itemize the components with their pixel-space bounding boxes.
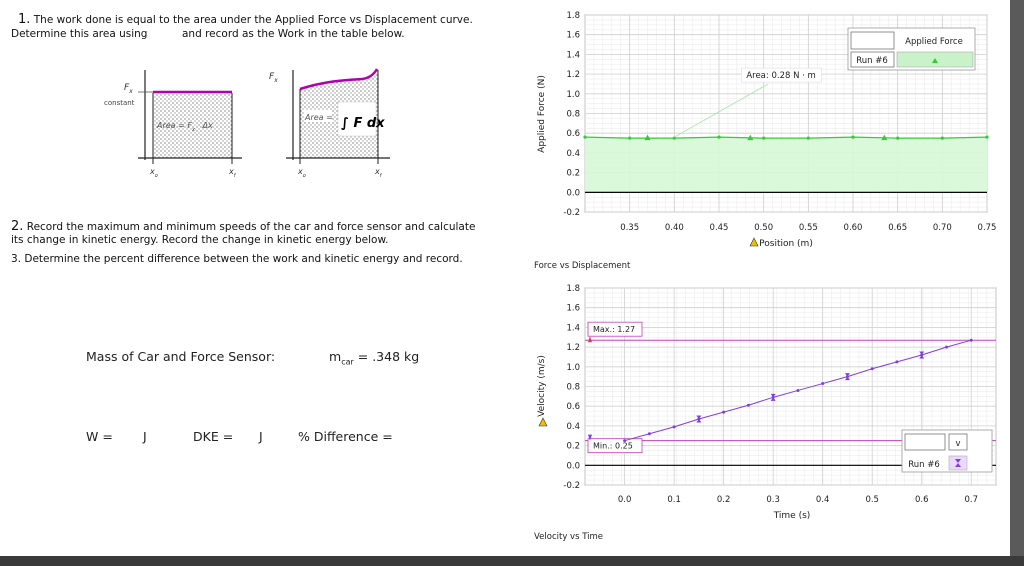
velocity-vs-time-chart bbox=[530, 280, 1005, 545]
legend-run-label: Run #6 bbox=[908, 460, 940, 470]
x-tick-label: 0.35 bbox=[620, 223, 640, 233]
integral-expression: ∫ F dx bbox=[341, 116, 385, 131]
velocity-data-point bbox=[945, 346, 948, 349]
x-tick-label: 0.6 bbox=[914, 495, 929, 505]
force-data-point bbox=[941, 137, 944, 140]
x-tick-label: 0.4 bbox=[815, 495, 830, 505]
y-tick-label: 1.8 bbox=[566, 11, 580, 21]
xo-label-left: $x_o$ bbox=[150, 167, 158, 179]
legend-title: Applied Force bbox=[905, 37, 963, 47]
xf-label-left: $x_f$ bbox=[229, 167, 236, 179]
q3-text: 3. Determine the percent difference between the work and kinetic energy and record. bbox=[11, 253, 463, 265]
x-tick-label: 0.0 bbox=[617, 495, 632, 505]
x-axis-label: Position (m) bbox=[759, 239, 813, 249]
force-data-point bbox=[628, 137, 631, 140]
y-tick-label: 0.8 bbox=[566, 109, 580, 120]
x-tick-label: 0.65 bbox=[888, 223, 908, 233]
q1-line2b: and record as the Work in the table below. bbox=[182, 28, 405, 40]
mass-label: Mass of Car and Force Sensor: bbox=[86, 349, 276, 364]
q1-line2a: Determine this area using bbox=[11, 28, 148, 40]
x-tick-label: 0.5 bbox=[865, 495, 879, 505]
velocity-data-point bbox=[821, 382, 824, 385]
x-tick-label: 0.40 bbox=[664, 223, 684, 233]
velocity-data-point bbox=[871, 367, 874, 370]
force-data-point bbox=[583, 136, 586, 139]
y-tick-label: 1.2 bbox=[566, 343, 580, 354]
y-tick-label: -0.2 bbox=[563, 481, 580, 491]
y-axis-label: Applied Force (N) bbox=[537, 75, 547, 153]
y-tick-label: 0.4 bbox=[566, 148, 580, 159]
mass-subscript: car bbox=[341, 357, 354, 367]
y-tick-label: 0.6 bbox=[566, 402, 580, 413]
y-tick-label: -0.2 bbox=[563, 208, 580, 218]
y-tick-label: 0.0 bbox=[566, 188, 580, 199]
legend-run-label: Run #6 bbox=[856, 56, 888, 66]
y-tick-label: 0.2 bbox=[566, 168, 580, 179]
q2-line1 bbox=[11, 219, 475, 234]
q2-line2: its change in kinetic energy. Record the change in kinetic energy below. bbox=[11, 234, 389, 246]
q2-number: 2. bbox=[11, 219, 24, 234]
velocity-data-point bbox=[673, 425, 676, 428]
q1-number: 1. bbox=[18, 12, 31, 27]
force-area-fill bbox=[585, 137, 987, 192]
x-tick-label: 0.7 bbox=[964, 495, 979, 505]
y-tick-label: 0.8 bbox=[566, 382, 580, 393]
x-tick-label: 0.45 bbox=[709, 223, 729, 233]
velocity-data-point bbox=[623, 439, 626, 442]
min-label: Min.: 0.25 bbox=[593, 441, 633, 451]
velocity-data-point bbox=[895, 360, 898, 363]
y-tick-label: 1.0 bbox=[566, 362, 580, 373]
chart-title: Force vs Displacement bbox=[534, 261, 631, 271]
legend-swatch-box bbox=[851, 32, 894, 49]
percent-difference-label: % Difference = bbox=[298, 429, 393, 444]
area-annotation: Area: 0.28 N · m bbox=[746, 71, 816, 82]
x-tick-label: 0.70 bbox=[932, 223, 952, 233]
q1-line1 bbox=[18, 12, 473, 27]
area-formula-left: Area = $F_x \cdot \Delta x$ bbox=[157, 121, 213, 133]
y-tick-label: 1.8 bbox=[566, 284, 580, 294]
q2-text: Record the maximum and minimum speeds of the car and force sensor and calculate bbox=[26, 221, 476, 233]
dke-label: DKE = bbox=[193, 429, 234, 444]
force-data-point bbox=[896, 137, 899, 140]
x-tick-label: 0.75 bbox=[977, 223, 997, 233]
y-tick-label: 1.4 bbox=[566, 50, 580, 61]
dke-unit: J bbox=[259, 429, 263, 444]
x-tick-label: 0.60 bbox=[843, 223, 863, 233]
fx-label-right: $F_x$ bbox=[269, 72, 278, 84]
window-edge-right bbox=[1010, 0, 1024, 566]
x-axis-label: Time (s) bbox=[773, 511, 811, 521]
x-tick-label: 0.2 bbox=[716, 495, 731, 505]
xo-label-right: $x_o$ bbox=[298, 167, 306, 179]
force-vs-displacement-chart bbox=[530, 10, 1005, 275]
y-tick-label: 0.2 bbox=[566, 441, 580, 452]
x-tick-label: 0.55 bbox=[798, 223, 818, 233]
velocity-data-point bbox=[747, 404, 750, 407]
velocity-data-point bbox=[722, 411, 725, 414]
mass-value bbox=[329, 349, 419, 367]
legend-input-box bbox=[905, 434, 945, 450]
window-edge-bottom bbox=[0, 556, 1024, 566]
x-tick-label: 0.3 bbox=[766, 495, 780, 505]
xf-label-right: $x_f$ bbox=[375, 167, 382, 179]
y-tick-label: 0.0 bbox=[566, 461, 580, 472]
q1-text: The work done is equal to the area under the Applied Force vs Displacement curve. bbox=[33, 14, 473, 26]
area-formula-right: Area = bbox=[305, 113, 333, 122]
velocity-data-point bbox=[648, 432, 651, 435]
force-data-point bbox=[851, 136, 854, 139]
legend-v-label: v bbox=[955, 439, 961, 449]
work-label: W = bbox=[86, 429, 113, 444]
y-tick-label: 0.6 bbox=[566, 129, 580, 140]
y-axis-label: Velocity (m/s) bbox=[537, 355, 547, 417]
velocity-data-point bbox=[796, 389, 799, 392]
force-data-point bbox=[807, 137, 810, 140]
y-tick-label: 1.0 bbox=[566, 89, 580, 100]
y-tick-label: 1.6 bbox=[566, 303, 580, 314]
work-unit: J bbox=[143, 429, 147, 444]
force-data-point bbox=[717, 136, 720, 139]
mass-equation: = .348 kg bbox=[357, 349, 420, 364]
force-data-point bbox=[985, 136, 988, 139]
y-tick-label: 1.2 bbox=[566, 70, 580, 81]
chart-title: Velocity vs Time bbox=[534, 532, 604, 542]
constant-label: constant bbox=[104, 99, 135, 107]
mass-symbol: m bbox=[329, 349, 342, 364]
velocity-data-point bbox=[970, 339, 973, 342]
x-tick-label: 0.50 bbox=[754, 223, 774, 233]
fx-label-left: $F_x$ bbox=[124, 83, 133, 95]
y-tick-label: 0.4 bbox=[566, 421, 580, 432]
force-data-point bbox=[762, 137, 765, 140]
x-tick-label: 0.1 bbox=[667, 495, 681, 505]
max-label: Max.: 1.27 bbox=[593, 325, 636, 335]
y-tick-label: 1.6 bbox=[566, 30, 580, 41]
warning-icon bbox=[750, 238, 758, 246]
y-tick-label: 1.4 bbox=[566, 323, 580, 334]
warning-icon bbox=[539, 418, 547, 426]
area-diagram bbox=[100, 62, 400, 182]
